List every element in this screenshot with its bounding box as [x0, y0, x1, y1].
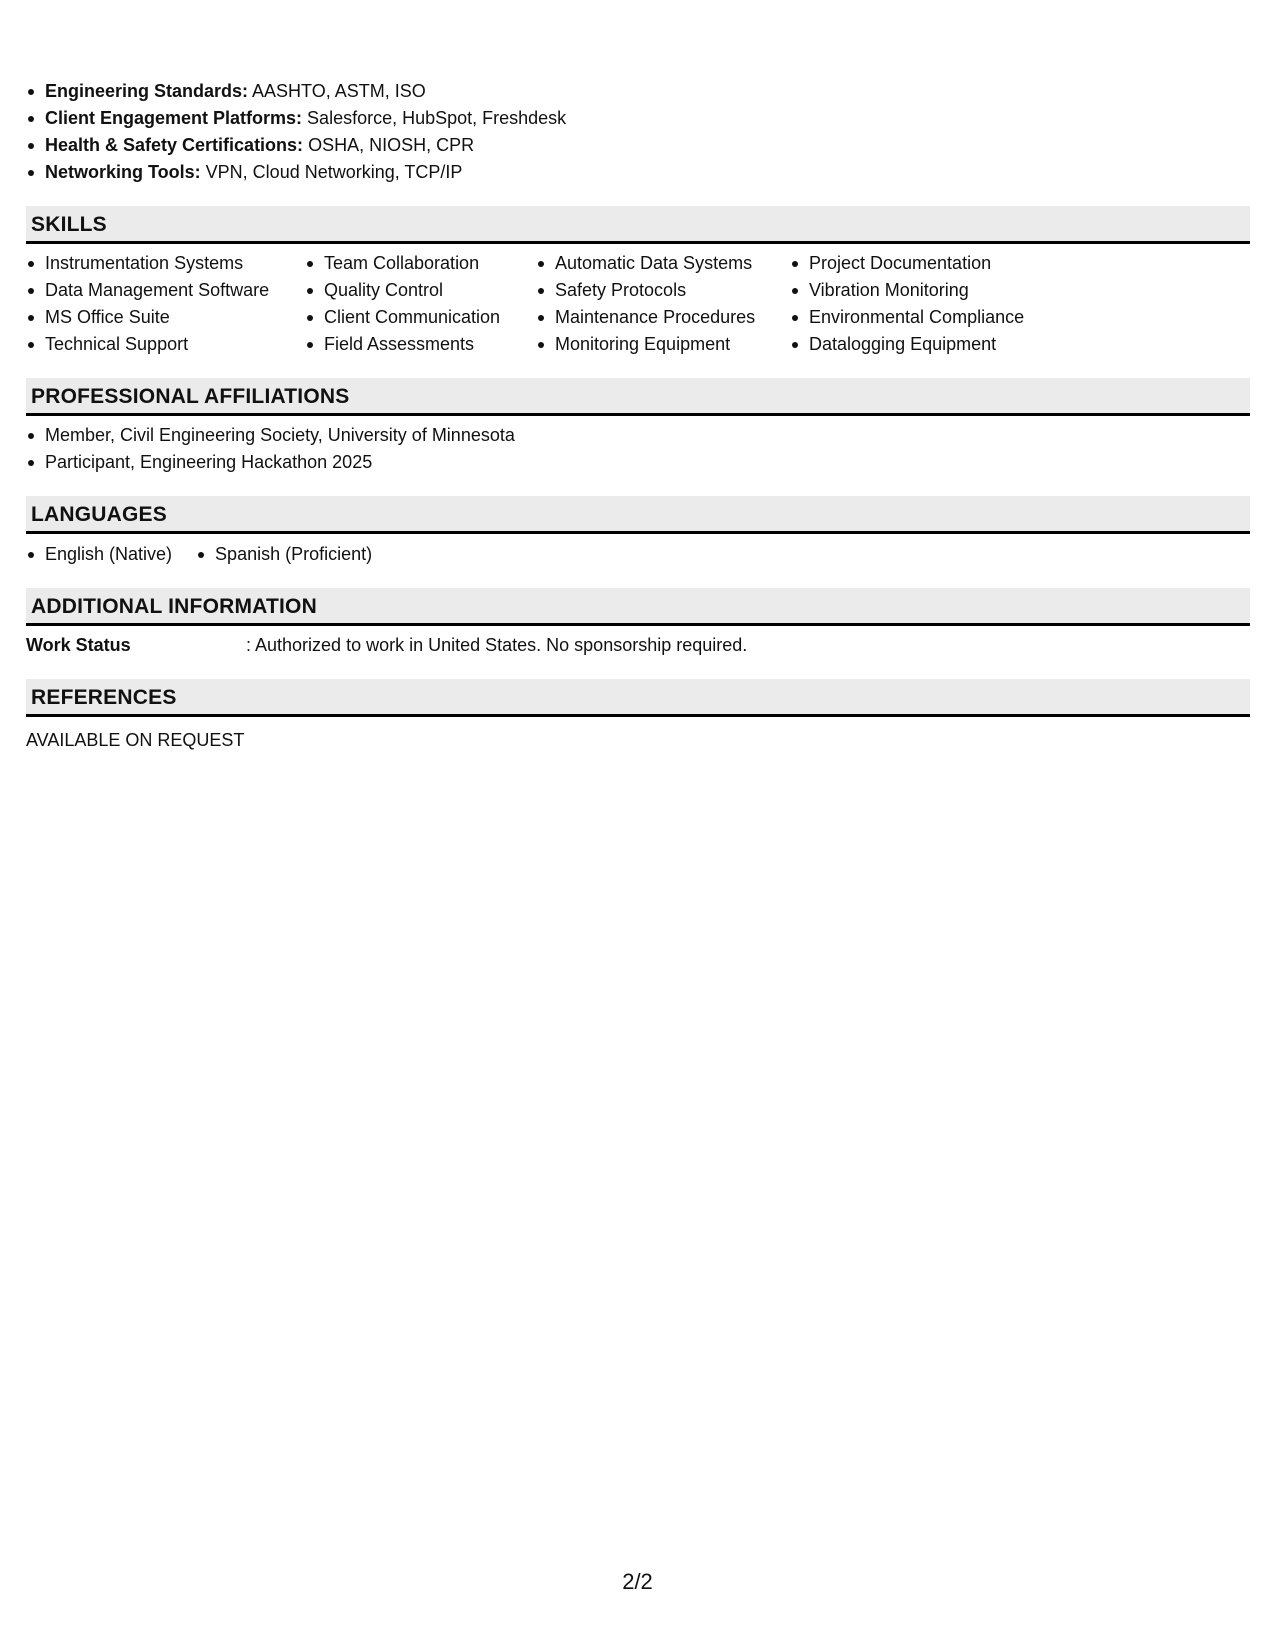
list-item: Field Assessments [305, 331, 536, 358]
list-item: Technical Support [26, 331, 305, 358]
list-item: Team Collaboration [305, 250, 536, 277]
list-item: Client Communication [305, 304, 536, 331]
skills-grid [26, 250, 1250, 358]
list-item [26, 132, 1250, 159]
list-item: Instrumentation Systems [26, 250, 305, 277]
item-label: Client Engagement Platforms: [45, 108, 303, 128]
item-label: Health & Safety Certifications: [45, 135, 304, 155]
technical-skills-list [26, 78, 1250, 186]
references-text: AVAILABLE ON REQUEST [26, 730, 245, 750]
list-item: Quality Control [305, 277, 536, 304]
list-item: Member, Civil Engineering Society, University of Minnesota [26, 422, 1250, 449]
list-item: Environmental Compliance [790, 304, 1090, 331]
work-status-label: Work Status [26, 635, 131, 655]
affiliations-list [26, 422, 1250, 476]
skills-column [305, 250, 536, 358]
list-item: Datalogging Equipment [790, 331, 1090, 358]
section-header-affiliations [26, 378, 1250, 416]
section-title: ADDITIONAL INFORMATION [31, 595, 317, 618]
item-label: Networking Tools: [45, 162, 201, 182]
item-value: AASHTO, ASTM, ISO [248, 81, 426, 101]
list-item: Maintenance Procedures [536, 304, 790, 331]
list-item: Monitoring Equipment [536, 331, 790, 358]
section-header-references [26, 679, 1250, 717]
list-item: Data Management Software [26, 277, 305, 304]
list-item: MS Office Suite [26, 304, 305, 331]
skills-column [26, 250, 305, 358]
section-title: PROFESSIONAL AFFILIATIONS [31, 385, 350, 408]
item-value: OSHA, NIOSH, CPR [303, 135, 475, 155]
page-number: 2/2 [622, 1569, 653, 1594]
list-item: Automatic Data Systems [536, 250, 790, 277]
section-header-languages [26, 496, 1250, 534]
list-item: Safety Protocols [536, 277, 790, 304]
section-title: LANGUAGES [31, 503, 167, 526]
item-label: Engineering Standards: [45, 81, 249, 101]
list-item: Vibration Monitoring [790, 277, 1090, 304]
skills-column [536, 250, 790, 358]
list-item [26, 159, 1250, 186]
list-item: Spanish (Proficient) [196, 541, 372, 568]
languages-list [26, 541, 1250, 568]
list-item: Project Documentation [790, 250, 1090, 277]
list-item: Participant, Engineering Hackathon 2025 [26, 449, 1250, 476]
work-status-value: : Authorized to work in United States. No sponsorship required. [246, 635, 748, 655]
skills-column [790, 250, 1090, 358]
list-item: English (Native) [26, 541, 172, 568]
section-title: SKILLS [31, 213, 107, 236]
resume-page [26, 78, 1250, 754]
section-header-skills [26, 206, 1250, 244]
item-value: VPN, Cloud Networking, TCP/IP [200, 162, 463, 182]
item-value: Salesforce, HubSpot, Freshdesk [302, 108, 567, 128]
list-item [26, 78, 1250, 105]
section-header-additional-information [26, 588, 1250, 626]
list-item [26, 105, 1250, 132]
work-status-row [26, 632, 1250, 659]
section-title: REFERENCES [31, 686, 177, 709]
